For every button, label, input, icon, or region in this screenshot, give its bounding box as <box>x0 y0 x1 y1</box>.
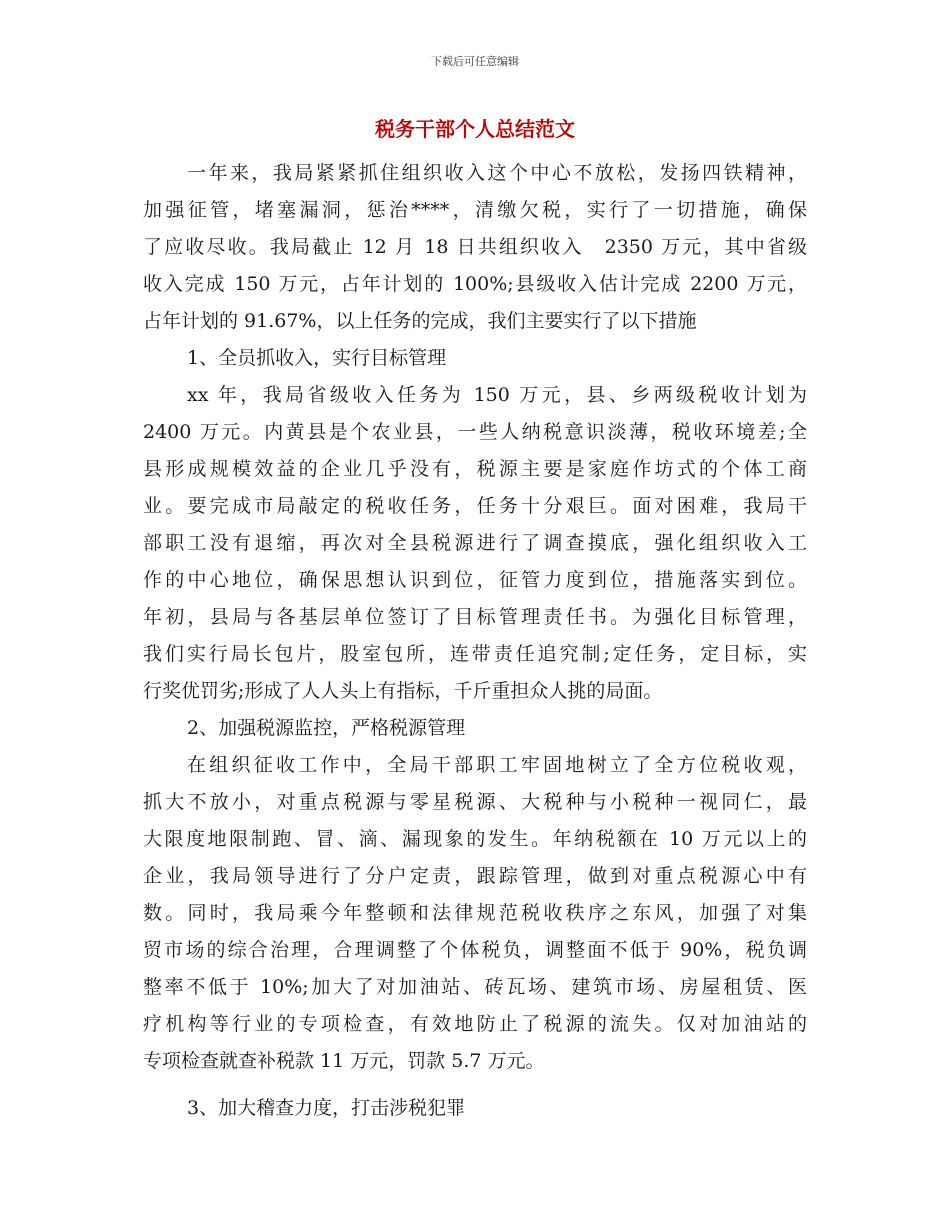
paragraph-3-line-6: 贸市场的综合治理，合理调整了个体税负，调整面不低于 90%，税负调 <box>143 939 807 961</box>
section-heading-2: 2、加强税源监控，严格税源管理 <box>187 717 466 739</box>
section-heading-1: 1、全员抓收入，实行目标管理 <box>187 347 447 369</box>
page-header-note: 下载后可任意编辑 <box>431 55 519 68</box>
document-title: 税务干部个人总结范文 <box>375 117 575 141</box>
paragraph-2-line-7: 年初，县局与各基层单位签订了目标管理责任书。为强化目标管理， <box>143 606 807 628</box>
paragraph-3-line-3: 大限度地限制跑、冒、滴、漏现象的发生。年纳税额在 10 万元以上的 <box>143 828 807 850</box>
paragraph-2-line-9: 行奖优罚劣;形成了人人头上有指标，千斤重担众人挑的局面。 <box>143 680 663 702</box>
paragraph-3-line-1: 在组织征收工作中，全局干部职工牢固地树立了全方位税收观， <box>187 754 807 776</box>
paragraph-3-line-7: 整率不低于 10%;加大了对加油站、砖瓦场、建筑市场、房屋租赁、医 <box>143 976 807 998</box>
paragraph-1-line-2: 加强征管，堵塞漏洞，惩治****，清缴欠税，实行了一切措施，确保 <box>143 199 807 221</box>
paragraph-3-line-2: 抓大不放小，对重点税源与零星税源、大税种与小税种一视同仁，最 <box>143 791 807 813</box>
paragraph-3-line-4: 企业，我局领导进行了分户定责，跟踪管理，做到对重点税源心中有 <box>143 865 807 887</box>
paragraph-2-line-3: 县形成规模效益的企业几乎没有，税源主要是家庭作坊式的个体工商 <box>143 458 807 480</box>
paragraph-3-line-9: 专项检查就查补税款 11 万元，罚款 5.7 万元。 <box>143 1050 545 1072</box>
paragraph-1-line-3: 了应收尽收。我局截止 12 月 18 日共组织收入 2350 万元，其中省级 <box>143 236 807 258</box>
paragraph-1-line-4: 收入完成 150 万元，占年计划的 100%;县级收入估计完成 2200 万元， <box>143 273 807 295</box>
paragraph-2-line-6: 作的中心地位，确保思想认识到位，征管力度到位，措施落实到位。 <box>143 569 807 591</box>
paragraph-3-line-5: 数。同时，我局乘今年整顿和法律规范税收秩序之东风，加强了对集 <box>143 902 807 924</box>
document-body <box>143 155 807 1127</box>
section-heading-3: 3、加大稽查力度，打击涉税犯罪 <box>187 1097 466 1119</box>
paragraph-3-line-8: 疗机构等行业的专项检查，有效地防止了税源的流失。仅对加油站的 <box>143 1013 807 1035</box>
paragraph-2-line-2: 2400 万元。内黄县是个农业县，一些人纳税意识淡薄，税收环境差;全 <box>143 421 807 443</box>
paragraph-1-line-5: 占年计划的 91.67%，以上任务的完成，我们主要实行了以下措施 <box>143 310 697 332</box>
paragraph-2-line-1: xx 年，我局省级收入任务为 150 万元，县、乡两级税收计划为 <box>187 384 807 406</box>
paragraph-1-line-1: 一年来，我局紧紧抓住组织收入这个中心不放松，发扬四铁精神， <box>187 162 807 184</box>
paragraph-2-line-5: 部职工没有退缩，再次对全县税源进行了调查摸底，强化组织收入工 <box>143 532 807 554</box>
paragraph-2-line-4: 业。要完成市局敲定的税收任务，任务十分艰巨。面对困难，我局干 <box>143 495 807 517</box>
paragraph-2-line-8: 我们实行局长包片，股室包所，连带责任追究制;定任务，定目标，实 <box>143 643 807 665</box>
